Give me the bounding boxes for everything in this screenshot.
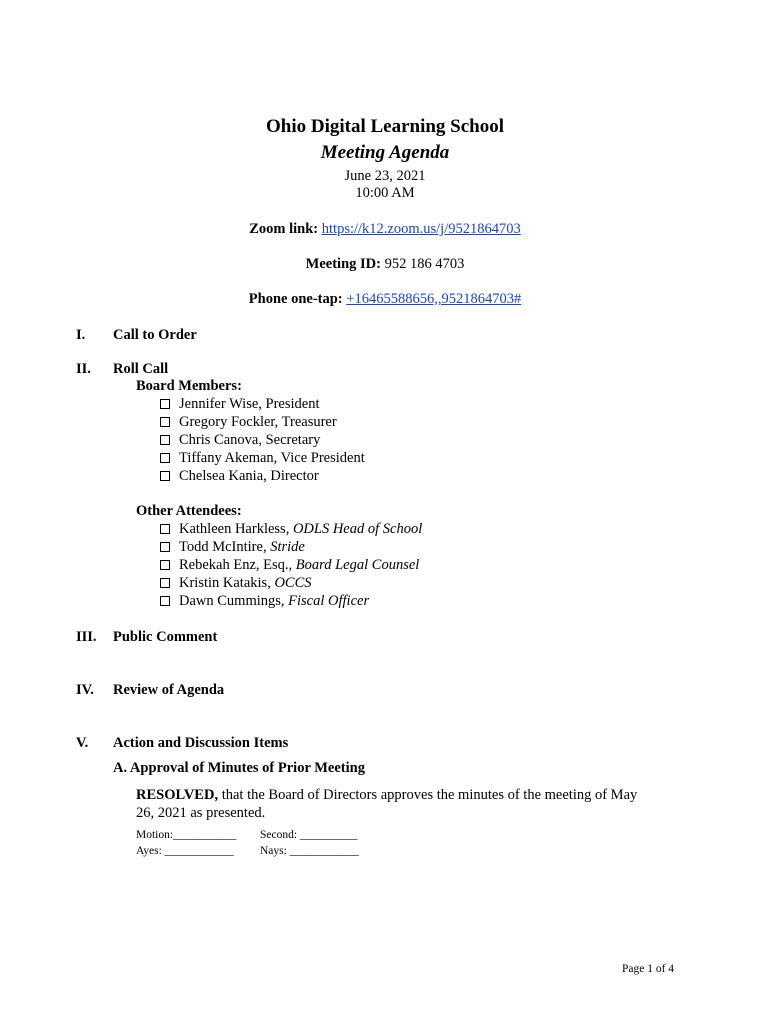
- second-field: Second: __________: [260, 829, 358, 841]
- attendee-name: Jennifer Wise, President: [179, 396, 320, 412]
- phone-row: [0, 291, 770, 308]
- list-item: [160, 539, 305, 556]
- section-number: V.: [76, 735, 89, 751]
- section-number: IV.: [76, 682, 94, 698]
- checkbox[interactable]: [160, 524, 170, 534]
- list-item: [160, 468, 319, 485]
- phone-link[interactable]: +16465588656,,9521864703#: [346, 291, 522, 307]
- checkbox[interactable]: [160, 417, 170, 427]
- checkbox[interactable]: [160, 560, 170, 570]
- meeting-id-row: [0, 256, 770, 273]
- zoom-link[interactable]: https://k12.zoom.us/j/9521864703: [321, 221, 521, 237]
- attendee-name: Kathleen Harkless,: [179, 521, 293, 537]
- checkbox[interactable]: [160, 453, 170, 463]
- meeting-id-label: Meeting ID:: [305, 256, 381, 272]
- section-title-call-to-order: Call to Order: [113, 327, 197, 343]
- section-title-public-comment: Public Comment: [113, 629, 218, 645]
- section-title-review-of-agenda: Review of Agenda: [113, 682, 225, 698]
- document-subtitle: Meeting Agenda: [320, 142, 450, 163]
- checkbox[interactable]: [160, 542, 170, 552]
- meeting-id-value: 952 186 4703: [384, 256, 465, 272]
- list-item: [160, 396, 320, 413]
- other-attendees-heading: Other Attendees:: [136, 503, 242, 519]
- attendee-name: Tiffany Akeman, Vice President: [179, 450, 365, 466]
- page-number: Page 1 of 4: [622, 963, 675, 975]
- motion-field: Motion:___________: [136, 829, 237, 841]
- list-item: [160, 414, 337, 431]
- attendee-role: Fiscal Officer: [288, 593, 370, 609]
- resolved-label: RESOLVED,: [136, 787, 219, 803]
- zoom-link-label: Zoom link:: [249, 221, 319, 237]
- list-item: [160, 432, 320, 449]
- attendee-role: OCCS: [274, 575, 312, 591]
- section-title-action-items: Action and Discussion Items: [113, 735, 289, 751]
- section-number: II.: [76, 361, 91, 377]
- resolution-text: that the Board of Directors approves the minutes of the meeting of May: [218, 787, 638, 803]
- checkbox[interactable]: [160, 399, 170, 409]
- checkbox[interactable]: [160, 471, 170, 481]
- ayes-field: Ayes: ____________: [136, 845, 234, 857]
- meeting-time: 10:00 AM: [355, 185, 415, 201]
- attendee-name: Chris Canova, Secretary: [179, 432, 321, 448]
- attendee-role: ODLS Head of School: [292, 521, 423, 537]
- attendee-name: Rebekah Enz, Esq.,: [179, 557, 296, 573]
- checkbox[interactable]: [160, 596, 170, 606]
- attendee-name: Kristin Katakis,: [179, 575, 275, 591]
- list-item: [160, 593, 369, 610]
- resolution-line-2: 26, 2021 as presented.: [136, 805, 266, 821]
- item-a-title: A. Approval of Minutes of Prior Meeting: [113, 760, 365, 776]
- checkbox[interactable]: [160, 578, 170, 588]
- attendee-name: Gregory Fockler, Treasurer: [179, 414, 337, 430]
- attendee-name: Chelsea Kania, Director: [179, 468, 319, 484]
- attendee-role: Stride: [270, 539, 305, 555]
- section-title-roll-call: Roll Call: [113, 361, 169, 377]
- checkbox[interactable]: [160, 435, 170, 445]
- attendee-name: Dawn Cummings,: [179, 593, 289, 609]
- list-item: [160, 557, 419, 574]
- meeting-date: June 23, 2021: [344, 168, 426, 184]
- nays-field: Nays: ____________: [260, 845, 359, 857]
- board-members-heading: Board Members:: [136, 378, 242, 394]
- phone-label: Phone one-tap:: [248, 291, 343, 307]
- list-item: [160, 575, 312, 592]
- list-item: [160, 450, 365, 467]
- attendee-name: Todd McIntire,: [179, 539, 271, 555]
- zoom-link-row: [0, 221, 770, 238]
- document-title: Ohio Digital Learning School: [265, 116, 505, 137]
- resolution-line-1: [136, 787, 637, 804]
- section-number: I.: [76, 327, 86, 343]
- list-item: [160, 521, 422, 538]
- section-number: III.: [76, 629, 97, 645]
- attendee-role: Board Legal Counsel: [295, 557, 420, 573]
